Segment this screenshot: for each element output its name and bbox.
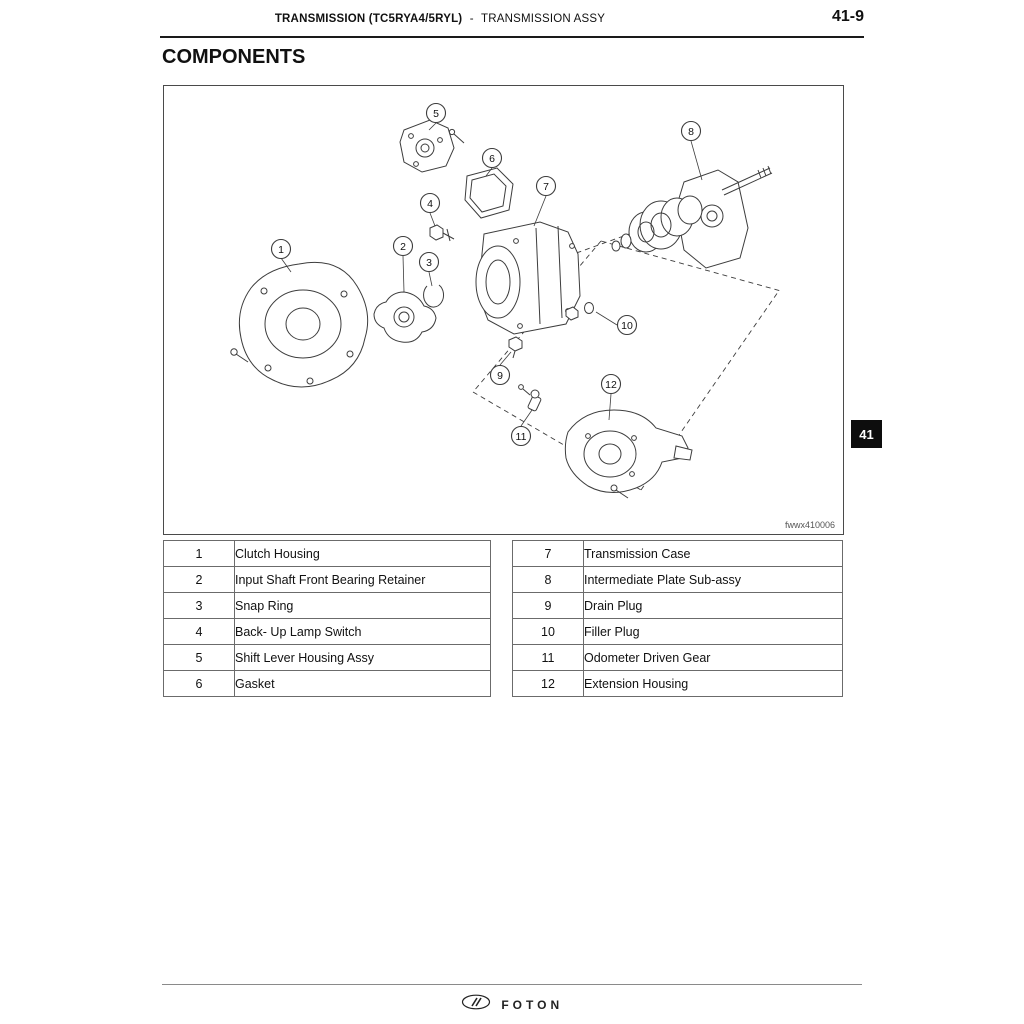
table-row bbox=[513, 671, 843, 697]
callout-1 bbox=[272, 240, 291, 259]
header-title-separator: - bbox=[469, 13, 474, 25]
svg-text:2: 2 bbox=[400, 241, 406, 253]
svg-text:12: 12 bbox=[605, 379, 617, 391]
page-number: 41-9 bbox=[831, 8, 864, 25]
header-rule bbox=[160, 36, 864, 38]
callout-2 bbox=[394, 237, 413, 256]
part-number: 6 bbox=[164, 671, 235, 697]
part-name: Input Shaft Front Bearing Retainer bbox=[235, 567, 491, 593]
table-row bbox=[164, 593, 491, 619]
part-shift-lever-housing bbox=[400, 120, 464, 172]
svg-text:3: 3 bbox=[426, 257, 432, 269]
part-snap-ring bbox=[424, 285, 444, 307]
part-name: Shift Lever Housing Assy bbox=[235, 645, 491, 671]
exploded-diagram-svg bbox=[164, 86, 841, 532]
part-name: Transmission Case bbox=[584, 541, 843, 567]
parts-table-left bbox=[163, 540, 491, 697]
header-title-section: TRANSMISSION ASSY bbox=[480, 13, 606, 25]
part-number: 12 bbox=[513, 671, 584, 697]
parts-tables bbox=[163, 540, 843, 697]
svg-text:4: 4 bbox=[427, 198, 433, 210]
callout-9 bbox=[491, 366, 510, 385]
callout-5 bbox=[427, 104, 446, 123]
part-odometer-gear bbox=[519, 385, 542, 412]
callout-7 bbox=[537, 177, 556, 196]
page-footer bbox=[0, 994, 1024, 1015]
part-backup-lamp-switch bbox=[430, 225, 454, 241]
part-number: 7 bbox=[513, 541, 584, 567]
table-row bbox=[513, 593, 843, 619]
part-drain-plug bbox=[509, 337, 522, 358]
parts-table-right bbox=[512, 540, 843, 697]
table-row bbox=[513, 645, 843, 671]
header-title-model: TRANSMISSION (TC5RYA4/5RYL) bbox=[274, 13, 463, 25]
callout-10 bbox=[618, 316, 637, 335]
svg-text:8: 8 bbox=[688, 126, 694, 138]
callout-8 bbox=[682, 122, 701, 141]
part-gasket bbox=[465, 168, 513, 218]
table-row bbox=[164, 671, 491, 697]
callout-12 bbox=[602, 375, 621, 394]
svg-text:5: 5 bbox=[433, 108, 439, 120]
part-number: 3 bbox=[164, 593, 235, 619]
part-name: Intermediate Plate Sub-assy bbox=[584, 567, 843, 593]
components-diagram bbox=[163, 85, 844, 535]
part-number: 10 bbox=[513, 619, 584, 645]
chapter-tab: 41 bbox=[851, 420, 882, 448]
part-clutch-housing bbox=[231, 262, 368, 387]
part-name: Extension Housing bbox=[584, 671, 843, 697]
part-number: 8 bbox=[513, 567, 584, 593]
svg-text:9: 9 bbox=[497, 370, 503, 382]
svg-text:1: 1 bbox=[278, 244, 284, 256]
callout-3 bbox=[420, 253, 439, 272]
part-name: Filler Plug bbox=[584, 619, 843, 645]
header-title bbox=[160, 13, 720, 25]
svg-text:11: 11 bbox=[515, 431, 527, 443]
svg-text:6: 6 bbox=[489, 153, 495, 165]
part-name: Odometer Driven Gear bbox=[584, 645, 843, 671]
foton-logo-icon bbox=[461, 994, 491, 1015]
table-row bbox=[164, 567, 491, 593]
part-number: 2 bbox=[164, 567, 235, 593]
callout-4 bbox=[421, 194, 440, 213]
part-number: 5 bbox=[164, 645, 235, 671]
table-row bbox=[513, 567, 843, 593]
part-name: Drain Plug bbox=[584, 593, 843, 619]
part-name: Gasket bbox=[235, 671, 491, 697]
part-number: 11 bbox=[513, 645, 584, 671]
part-extension-housing bbox=[565, 410, 692, 498]
callout-6 bbox=[483, 149, 502, 168]
part-bearing-retainer bbox=[374, 292, 436, 342]
svg-text:7: 7 bbox=[543, 181, 549, 193]
part-intermediate-plate bbox=[612, 166, 772, 268]
table-row bbox=[164, 645, 491, 671]
table-row bbox=[164, 619, 491, 645]
part-name: Snap Ring bbox=[235, 593, 491, 619]
figure-code: fwwx410006 bbox=[784, 520, 835, 530]
part-number: 9 bbox=[513, 593, 584, 619]
part-name: Back- Up Lamp Switch bbox=[235, 619, 491, 645]
section-title: COMPONENTS bbox=[162, 46, 306, 68]
part-name: Clutch Housing bbox=[235, 541, 491, 567]
table-row bbox=[513, 541, 843, 567]
part-transmission-case bbox=[476, 222, 580, 334]
part-number: 1 bbox=[164, 541, 235, 567]
footer-rule bbox=[162, 984, 862, 985]
svg-text:10: 10 bbox=[621, 320, 633, 332]
table-row bbox=[513, 619, 843, 645]
footer-brand: FOTON bbox=[501, 997, 564, 1012]
table-row bbox=[164, 541, 491, 567]
callout-11 bbox=[512, 427, 531, 446]
part-number: 4 bbox=[164, 619, 235, 645]
